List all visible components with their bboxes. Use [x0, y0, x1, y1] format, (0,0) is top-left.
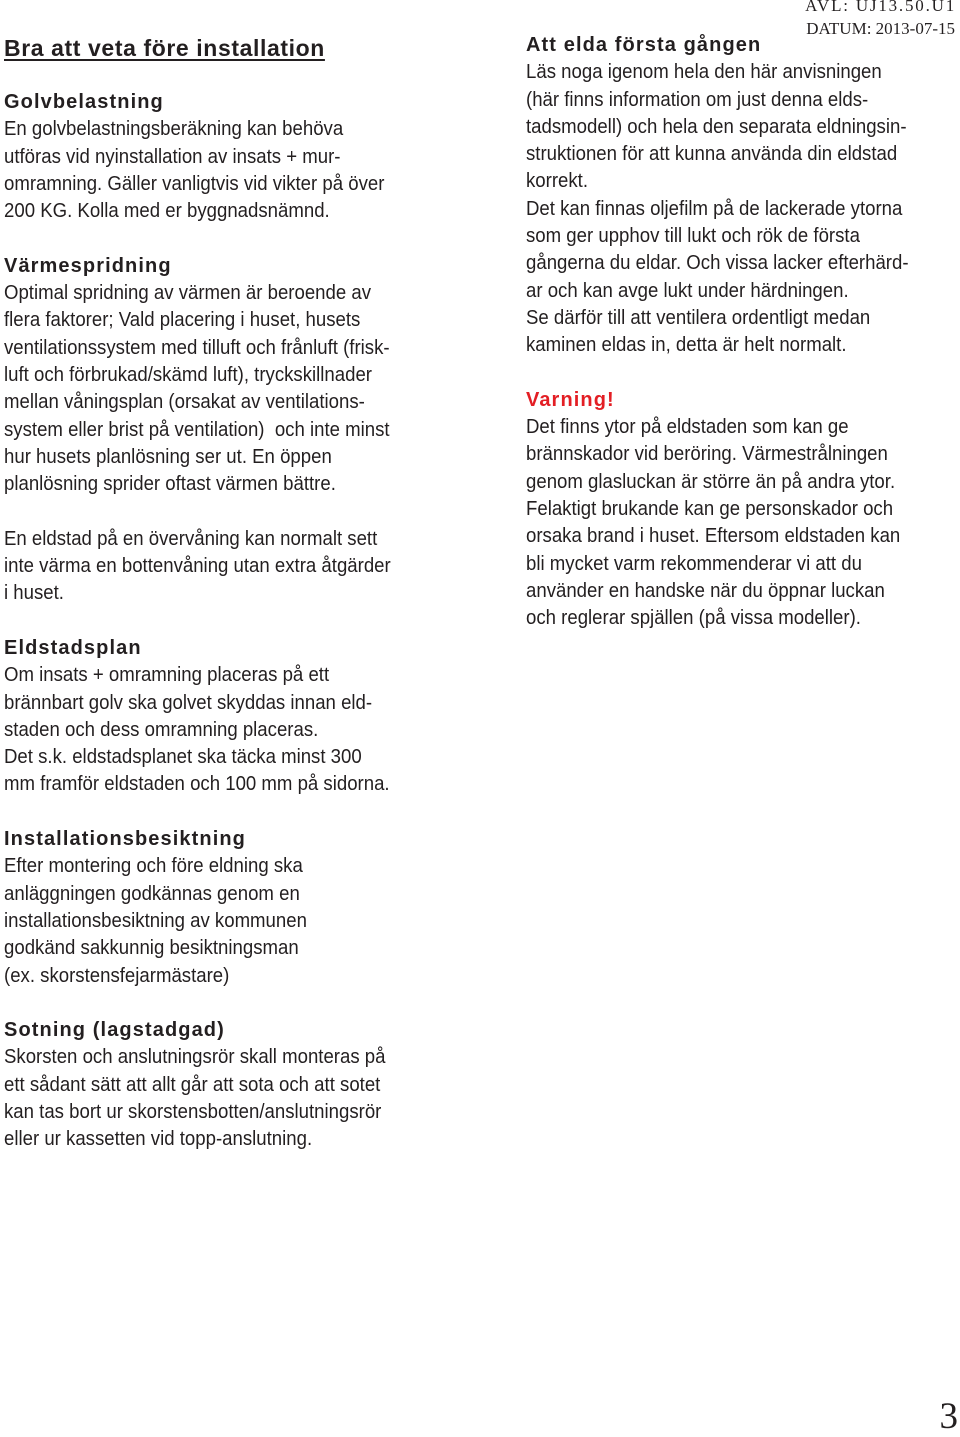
body-line: flera faktorer; Vald placering i huset, husets — [4, 309, 361, 332]
paragraph-spacer — [4, 608, 454, 635]
document-date: DATUM: 2013-07-15 — [806, 19, 955, 38]
body-line: och reglerar spjällen (på vissa modeller). — [526, 607, 861, 630]
paragraph-spacer — [526, 360, 956, 387]
body-line: bli mycket varm rekommenderar vi att du — [526, 552, 862, 575]
body-line: tadsmodell) och hela den separata eldningsin- — [526, 115, 907, 138]
section-heading: Golvbelastning — [4, 91, 164, 113]
body-line: ventilationssystem med tilluft och frånluft (frisk- — [4, 336, 390, 359]
body-line: luft och förbrukad/skämd luft), tryckskillnader — [4, 363, 373, 386]
page-title: Bra att veta före installation — [4, 35, 325, 61]
body-line: 200 KG. Kolla med er byggnadsnämnd. — [4, 200, 330, 223]
body-line: Optimal spridning av värmen är beroende av — [4, 282, 372, 305]
body-line: Efter montering och före eldning ska — [4, 855, 303, 878]
body-line: (här finns information om just denna elds- — [526, 88, 869, 111]
body-line: Det kan finnas oljefilm på de lackerade ytorna — [526, 197, 903, 220]
paragraph-spacer — [4, 225, 454, 252]
body-line: genom glasluckan är större än på andra ytor. — [526, 470, 896, 493]
section-att-elda-forsta-gangen — [526, 32, 956, 360]
body-line: i huset. — [4, 582, 64, 605]
paragraph-spacer — [4, 799, 454, 826]
body-line: Se därför till att ventilera ordentligt medan — [526, 306, 871, 329]
document-code: AVL: UJ13.50.U1 — [805, 0, 956, 15]
body-line: kan tas bort ur skorstensbotten/anslutningsrör — [4, 1100, 382, 1123]
body-line: ett sådant sätt att allt går att sota och att sotet — [4, 1073, 381, 1096]
body-line: orsaka brand i huset. Eftersom eldstaden kan — [526, 525, 901, 548]
paragraph-spacer — [4, 990, 454, 1017]
body-line: Skorsten och anslutningsrör skall monteras på — [4, 1046, 386, 1069]
body-line: brännskador vid beröring. Värmestrålningen — [526, 443, 888, 466]
body-line: system eller brist på ventilation) och inte minst — [4, 418, 390, 441]
section-varmespridning — [4, 253, 454, 608]
body-line: Läs noga igenom hela den här anvisningen — [526, 61, 882, 84]
body-line: Om insats + omramning placeras på ett — [4, 664, 330, 687]
page-number: 3 — [939, 1396, 958, 1437]
body-line: anläggningen godkännas genom en — [4, 882, 300, 905]
body-line: använder en handske när du öppnar luckan — [526, 579, 885, 602]
section-sotning — [4, 1017, 454, 1153]
body-line: inte värma en bottenvåning utan extra åtgärder — [4, 555, 391, 578]
body-line: korrekt. — [526, 170, 589, 193]
body-line: staden och dess omramning placeras. — [4, 718, 319, 741]
section-heading: Installationsbesiktning — [4, 828, 246, 851]
body-line: mm framför eldstaden och 100 mm på sidorna. — [4, 773, 390, 796]
body-line: En eldstad på en övervåning kan normalt sett — [4, 527, 378, 550]
body-line: Felaktigt brukande kan ge personskador och — [526, 498, 894, 521]
section-varning — [526, 387, 956, 633]
section-heading: Att elda första gången — [526, 34, 762, 56]
section-heading: Eldstadsplan — [4, 636, 142, 659]
right-column — [526, 32, 956, 633]
body-line: brännbart golv ska golvet skyddas innan eld- — [4, 691, 373, 714]
warning-heading: Varning! — [526, 388, 615, 411]
body-line: mellan våningsplan (orsakat av ventilations- — [4, 391, 365, 414]
body-line: planlösning sprider oftast värmen bättre. — [4, 473, 336, 496]
body-line: kaminen eldas in, detta är helt normalt. — [526, 334, 847, 357]
body-line: som ger upphov till lukt och rök de första — [526, 225, 860, 248]
paragraph-spacer — [4, 498, 454, 525]
body-line: (ex. skorstensfejarmästare) — [4, 964, 230, 987]
body-line: Det s.k. eldstadsplanet ska täcka minst 300 — [4, 746, 362, 769]
section-heading: Värmespridning — [4, 254, 172, 277]
section-heading: Sotning (lagstadgad) — [4, 1019, 225, 1042]
left-column — [4, 89, 454, 1154]
body-line: installationsbesiktning av kommunen — [4, 909, 307, 932]
body-line: struktionen för att kunna använda din eldstad — [526, 143, 898, 166]
body-line: utföras vid nyinstallation av insats + mur- — [4, 145, 341, 168]
section-eldstadsplan — [4, 635, 454, 799]
body-line: godkänd sakkunnig besiktningsman — [4, 937, 299, 960]
body-line: eller ur kassetten vid topp-anslutning. — [4, 1128, 313, 1151]
section-golvbelastning — [4, 89, 454, 225]
body-line: gångerna du eldar. Och vissa lacker efterhärd- — [526, 252, 909, 275]
section-installationsbesiktning — [4, 826, 454, 990]
body-line: hur husets planlösning ser ut. En öppen — [4, 445, 332, 468]
body-line: omramning. Gäller vanligtvis vid vikter på över — [4, 172, 385, 195]
body-line: En golvbelastningsberäkning kan behöva — [4, 118, 344, 141]
body-line: Det finns ytor på eldstaden som kan ge — [526, 416, 849, 439]
body-line: ar och kan avge lukt under härdningen. — [526, 279, 849, 302]
